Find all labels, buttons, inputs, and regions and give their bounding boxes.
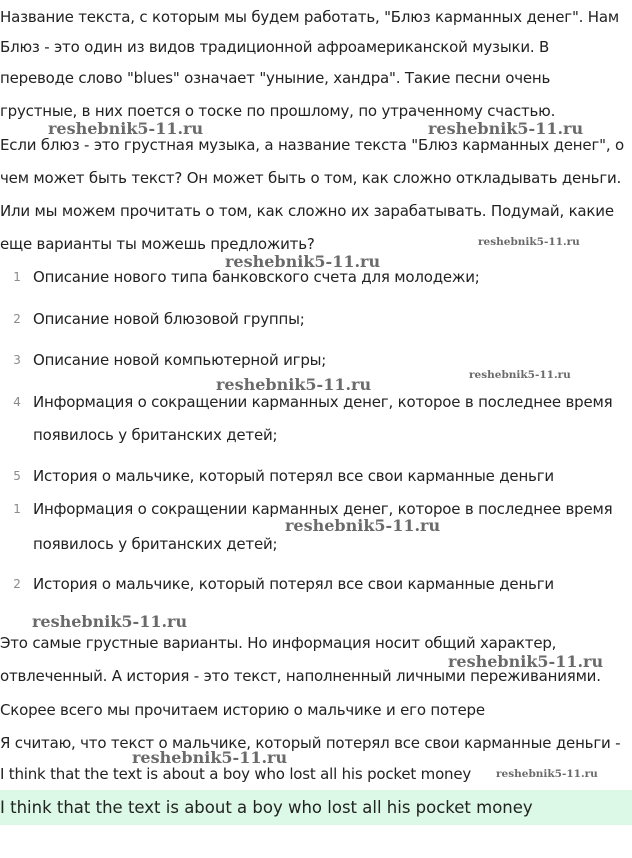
list-item-text: История о мальчике, который потерял все свои карманные деньги xyxy=(33,575,554,593)
list-item-number: 4 xyxy=(13,395,21,409)
conclusion-line-2: отвлеченный. А история - это текст, наполненный личными переживаниями. xyxy=(0,667,601,685)
watermark: reshebnik5-11.ru xyxy=(225,252,381,271)
watermark: reshebnik5-11.ru xyxy=(32,612,188,631)
list-item-number: 1 xyxy=(13,502,21,516)
list-item-number: 3 xyxy=(13,353,21,367)
intro-line-6: чем может быть текст? Он может быть о том, как сложно откладывать деньги. xyxy=(0,169,622,187)
list-item-text: появилось у британских детей; xyxy=(33,535,278,553)
answer-text: I think that the text is about a boy who lost all his pocket money xyxy=(0,798,533,817)
list-item-number: 2 xyxy=(13,312,21,326)
list-item-text: Описание нового типа банковского счета для молодежи; xyxy=(33,268,480,286)
watermark: reshebnik5-11.ru xyxy=(48,119,204,138)
list-item-number: 1 xyxy=(13,270,21,284)
watermark: reshebnik5-11.ru xyxy=(469,369,571,381)
list-item-text: История о мальчике, который потерял все свои карманные деньги xyxy=(33,467,554,485)
watermark: reshebnik5-11.ru xyxy=(496,768,598,780)
conclusion-line-1: Это самые грустные варианты. Но информация носит общий характер, xyxy=(0,634,557,652)
list-item-text: Информация о сокращении карманных денег, которое в последнее время xyxy=(33,500,613,518)
list-item-text: появилось у британских детей; xyxy=(33,426,278,444)
intro-line-4: грустные, в них поется о тоске по прошлому, по утраченному счастью. xyxy=(0,102,556,120)
watermark: reshebnik5-11.ru xyxy=(478,236,580,248)
watermark: reshebnik5-11.ru xyxy=(132,748,288,767)
conclusion-line-4: Я считаю, что текст о мальчике, который потерял все свои карманные деньги - xyxy=(0,734,621,752)
list-item-text: Описание новой блюзовой группы; xyxy=(33,310,305,328)
intro-line-2: Блюз - это один из видов традиционной афроамериканской музыки. В xyxy=(0,38,550,56)
intro-line-3: переводе слово "blues" означает "уныние, хандра". Такие песни очень xyxy=(0,69,551,87)
intro-line-8: еще варианты ты можешь предложить? xyxy=(0,235,315,253)
list-item-text: Информация о сокращении карманных денег, которое в последнее время xyxy=(33,393,613,411)
intro-line-7: Или мы можем прочитать о том, как сложно их зарабатывать. Подумай, какие xyxy=(0,202,614,220)
watermark: reshebnik5-11.ru xyxy=(216,375,372,394)
intro-line-1: Название текста, с которым мы будем работать, "Блюз карманных денег". Нам xyxy=(0,8,619,26)
watermark: reshebnik5-11.ru xyxy=(285,516,441,535)
list-item-number: 2 xyxy=(13,577,21,591)
list-item-number: 5 xyxy=(13,469,21,483)
conclusion-line-3: Скорее всего мы прочитаем историю о мальчике и его потере xyxy=(0,701,485,719)
list-item-text: Описание новой компьютерной игры; xyxy=(33,351,327,369)
watermark: reshebnik5-11.ru xyxy=(428,119,584,138)
conclusion-line-5: I think that the text is about a boy who lost all his pocket money xyxy=(0,765,472,783)
intro-line-5: Если блюз - это грустная музыка, а название текста "Блюз карманных денег", о xyxy=(0,136,624,154)
answer-highlight xyxy=(0,790,632,825)
watermark: reshebnik5-11.ru xyxy=(448,652,604,671)
